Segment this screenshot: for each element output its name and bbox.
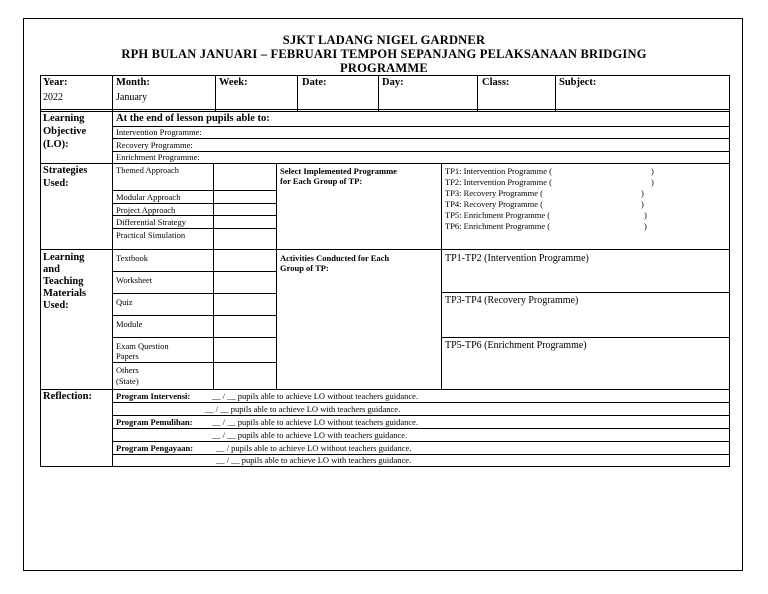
select-programme-heading-line2: for Each Group of TP:	[280, 176, 363, 186]
materials-label-line1: Learning	[43, 252, 85, 263]
tp1-item: TP1: Intervention Programme (	[445, 166, 552, 176]
class-label: Class:	[482, 77, 510, 88]
strategies-label-line2: Used:	[43, 178, 69, 189]
activities-heading-line2: Group of TP:	[280, 263, 329, 273]
objective-label-line2: Objective	[43, 126, 87, 137]
reflection-row-text: __ / __ pupils able to achieve LO with teachers guidance.	[212, 430, 408, 440]
group-recovery: TP3-TP4 (Recovery Programme)	[445, 295, 579, 306]
strategy-row-divider	[112, 190, 277, 191]
reflection-row-divider	[112, 428, 730, 429]
reflection-program-pemulihan: Program Pemulihan:	[116, 417, 193, 427]
tp3-close: )	[641, 188, 644, 198]
section-divider-strategies	[40, 163, 730, 164]
month-value: January	[116, 92, 148, 103]
objective-row-divider	[112, 138, 730, 139]
tp-column-divider	[441, 163, 442, 390]
group-intervention: TP1-TP2 (Intervention Programme)	[445, 253, 589, 264]
group-row-divider	[441, 292, 730, 293]
objective-intervention: Intervention Programme:	[116, 127, 202, 137]
material-textbook: Textbook	[116, 253, 148, 263]
checkbox-column-divider	[213, 163, 214, 390]
objective-label-line3: (LO):	[43, 139, 69, 150]
select-programme-heading-line1: Select Implemented Programme	[280, 166, 397, 176]
tp6-close: )	[644, 221, 647, 231]
material-others-line2: (State)	[116, 376, 139, 386]
strategy-modular-approach: Modular Approach	[116, 192, 181, 202]
materials-label-line2: and	[43, 264, 60, 275]
reflection-row-text: __ / __ pupils able to achieve LO with teachers guidance.	[205, 404, 401, 414]
strategy-row-divider	[112, 228, 277, 229]
material-exam-line2: Papers	[116, 351, 139, 361]
reflection-program-pengayaan: Program Pengayaan:	[116, 443, 194, 453]
reflection-row-text: __ / pupils able to achieve LO without teachers guidance.	[216, 443, 412, 453]
tp3-item: TP3: Recovery Programme (	[445, 188, 543, 198]
tp2-item: TP2: Intervention Programme (	[445, 177, 552, 187]
day-label: Day:	[382, 77, 404, 88]
reflection-row-divider	[112, 415, 730, 416]
table-left-border	[40, 75, 41, 467]
tp6-item: TP6: Enrichment Programme (	[445, 221, 551, 231]
year-value: 2022	[43, 92, 63, 103]
header-divider-class	[477, 75, 478, 111]
objective-enrichment: Enrichment Programme:	[116, 152, 200, 162]
material-row-divider	[112, 315, 277, 316]
plan-title-continued: PROGRAMME	[340, 61, 428, 75]
reflection-label: Reflection:	[43, 391, 92, 402]
materials-label-line3: Teaching	[43, 276, 84, 287]
table-bottom-border	[40, 466, 730, 467]
activities-heading-line1: Activities Conducted for Each	[280, 253, 390, 263]
materials-label-line5: Used:	[43, 300, 69, 311]
section-divider-reflection	[40, 389, 730, 390]
table-top-border	[40, 75, 730, 76]
material-worksheet: Worksheet	[116, 275, 153, 285]
group-enrichment: TP5-TP6 (Enrichment Programme)	[445, 340, 587, 351]
material-module: Module	[116, 319, 143, 329]
objective-recovery: Recovery Programme:	[116, 140, 193, 150]
reflection-row-divider	[112, 402, 730, 403]
tp1-close: )	[651, 166, 654, 176]
section-divider-materials	[40, 249, 730, 250]
header-row-divider	[40, 109, 730, 110]
reflection-row-divider	[112, 441, 730, 442]
header-row-divider-double	[40, 111, 730, 112]
objective-row-divider	[112, 151, 730, 152]
objective-label-line1: Learning	[43, 113, 85, 124]
school-title: SJKT LADANG NIGEL GARDNER	[282, 33, 486, 47]
material-quiz: Quiz	[116, 297, 133, 307]
material-row-divider	[112, 362, 277, 363]
group-row-divider	[441, 337, 730, 338]
material-exam-line1: Exam Question	[116, 341, 169, 351]
reflection-row-text: __ / __ pupils able to achieve LO without teachers guidance.	[212, 391, 419, 401]
tp4-item: TP4: Recovery Programme (	[445, 199, 543, 209]
month-label: Month:	[116, 77, 150, 88]
header-divider-day	[378, 75, 379, 111]
tp5-item: TP5: Enrichment Programme (	[445, 210, 551, 220]
reflection-program-intervensi: Program Intervensi:	[116, 391, 191, 401]
tp2-close: )	[651, 177, 654, 187]
subject-label: Subject:	[559, 77, 597, 88]
reflection-row-text: __ / __ pupils able to achieve LO without teachers guidance.	[212, 417, 419, 427]
strategy-practical-simulation: Practical Simulation	[116, 230, 186, 240]
tp5-close: )	[644, 210, 647, 220]
material-row-divider	[112, 337, 277, 338]
objective-row-divider	[112, 126, 730, 127]
strategy-project-approach: Project Approach	[116, 205, 176, 215]
header-divider-week	[215, 75, 216, 111]
week-label: Week:	[219, 77, 248, 88]
material-row-divider	[112, 293, 277, 294]
strategy-row-divider	[112, 203, 277, 204]
tp4-close: )	[641, 199, 644, 209]
material-row-divider	[112, 271, 277, 272]
year-label: Year:	[43, 77, 68, 88]
header-divider-subject	[555, 75, 556, 111]
reflection-row-divider	[112, 454, 730, 455]
strategy-differential: Differential Strategy	[116, 217, 186, 227]
strategies-label-line1: Strategies	[43, 165, 88, 176]
programme-column-divider	[276, 163, 277, 390]
materials-label-line4: Materials	[43, 288, 87, 299]
strategy-row-divider	[112, 215, 277, 216]
header-divider-date	[297, 75, 298, 111]
objective-heading: At the end of lesson pupils able to:	[116, 113, 270, 124]
strategy-themed-approach: Themed Approach	[116, 165, 180, 175]
plan-title: RPH BULAN JANUARI – FEBRUARI TEMPOH SEPANJANG PELAKSANAAN BRIDGING	[121, 47, 647, 61]
reflection-row-text: __ / __ pupils able to achieve LO with teachers guidance.	[216, 455, 412, 465]
table-right-border	[729, 75, 730, 467]
date-label: Date:	[302, 77, 327, 88]
material-others-line1: Others	[116, 365, 139, 375]
